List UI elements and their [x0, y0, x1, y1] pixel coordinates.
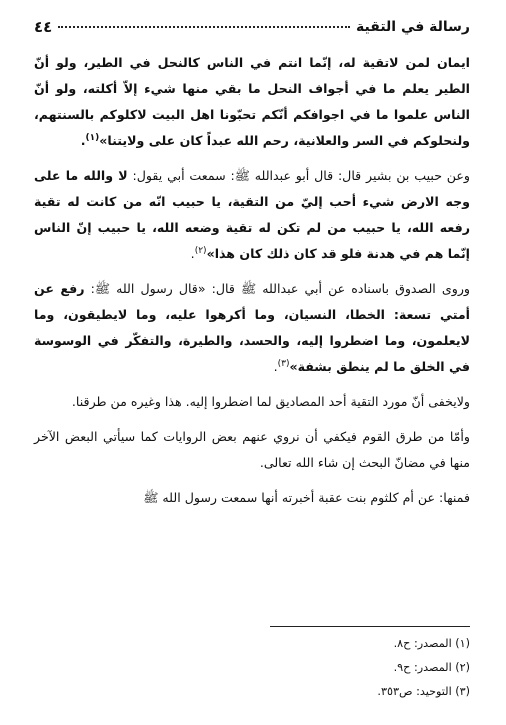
footnote-ref-3: (٣): [277, 358, 290, 369]
paragraph-4: [34, 389, 470, 415]
paragraph-3: [34, 276, 470, 380]
page-body: [34, 50, 470, 520]
paragraph-6: [34, 485, 470, 511]
paragraph-3-quote: رفع عن أمتي تسعة: الخطا، النسيان، وما أكرهوا عليه، وما لايطيقون، وما لايعلمون، وما اضطروا إليه، والحسد، والطيرة، والتفكّر في الوسوسة في الخلق ما لم ينطق بشفة»: [34, 281, 470, 374]
header-dotted-leader: [58, 26, 350, 28]
footnote-separator: [270, 626, 470, 627]
paragraph-3-tail: .: [273, 359, 278, 374]
paragraph-5: [34, 424, 470, 476]
running-title: رسالة في التقية: [356, 19, 470, 35]
footnote-ref-2: (٢): [194, 245, 207, 256]
paragraph-3-lead: وروى الصدوق باسناده عن أبي عبدالله ﷺ قال: «قال رسول الله ﷺ:: [84, 281, 470, 296]
page-number: ٤٤: [34, 18, 53, 36]
footnote-3: (٣) التوحيد: ص٣٥٣.: [377, 685, 470, 698]
paragraph-2-quote: لا والله ما على وجه الارض شيء أحب إليّ من التقية، يا حبيب انّه من كانت له تقية رفعه الله، يا حبيب من لم تكن له تقية وضعه الله، يا حبيب إنّ الناس إنّما هم في هدنة فلو قد كان ذلك كان هذا»: [34, 168, 470, 261]
paragraph-2: وعن حبيب بن بشير قال: قال أبو عبدالله ﷺ: سمعت أبي يقول: لا والله ما على وجه الارض شيء أحب إليّ من التقية، يا حبيب انّه من كانت له تقية رفعه الله، يا حبيب من لم تكن له تقية وضعه الله، يا حبيب إنّ الناس إنّما هم في هدنة فلو قد كان ذلك كان هذا»$^{(٢)}$.: [34, 168, 470, 261]
paragraph-5-text: وأمّا من طرق القوم فيكفي أن نروي عنهم بعض الروايات كما سيأتي البعض الآخر منها في مضانّ البحث إن شاء الله تعالى.: [34, 429, 470, 470]
footnote-2: (٢) المصدر: ح٩.: [393, 661, 470, 674]
paragraph-4-text: ولايخفى أنّ مورد التقية أحد المصاديق لما اضطروا إليه. هذا وغيره من طرقنا.: [71, 394, 470, 409]
paragraph-2-lead: وعن حبيب بن بشير قال: قال أبو عبدالله ﷺ: سمعت أبي يقول:: [127, 168, 470, 183]
footnote-ref-1: (١): [85, 132, 100, 143]
paragraph-1-text: ايمان لمن لاتقية له، إنّما انتم في الناس كالنحل في الطير، ولو أنّ الطير يعلم ما في أجواف النحل ما بقي منها شيء إلاّ أكلته، ولو أنّ الناس علموا ما في اجوافكم أنّكم تحبّونا اهل البيت لاكلوكم بالسنتهم، ولنحلوكم في السر والعلانية، رحم الله عبداً كان على ولايتنا»: [34, 55, 470, 148]
footnote-1: (١) المصدر: ح٨.: [393, 637, 470, 650]
paragraph-1: ايمان لمن لاتقية له، إنّما انتم في الناس كالنحل في الطير، ولو أنّ الطير يعلم ما في أجواف النحل ما بقي منها شيء إلاّ أكلته، ولو أنّ الناس علموا ما في اجوافكم أنّكم تحبّونا اهل البيت لاكلوكم بالسنتهم، ولنحلوكم في السر والعلانية، رحم الله عبداً كان على ولايتنا»$^{(١)}$.: [34, 55, 470, 148]
paragraph-6-text: فمنها: عن أم كلثوم بنت عقبة أخبرته أنها سمعت رسول الله ﷺ: [143, 490, 470, 505]
running-header: [34, 14, 470, 40]
footnotes: [200, 632, 470, 704]
